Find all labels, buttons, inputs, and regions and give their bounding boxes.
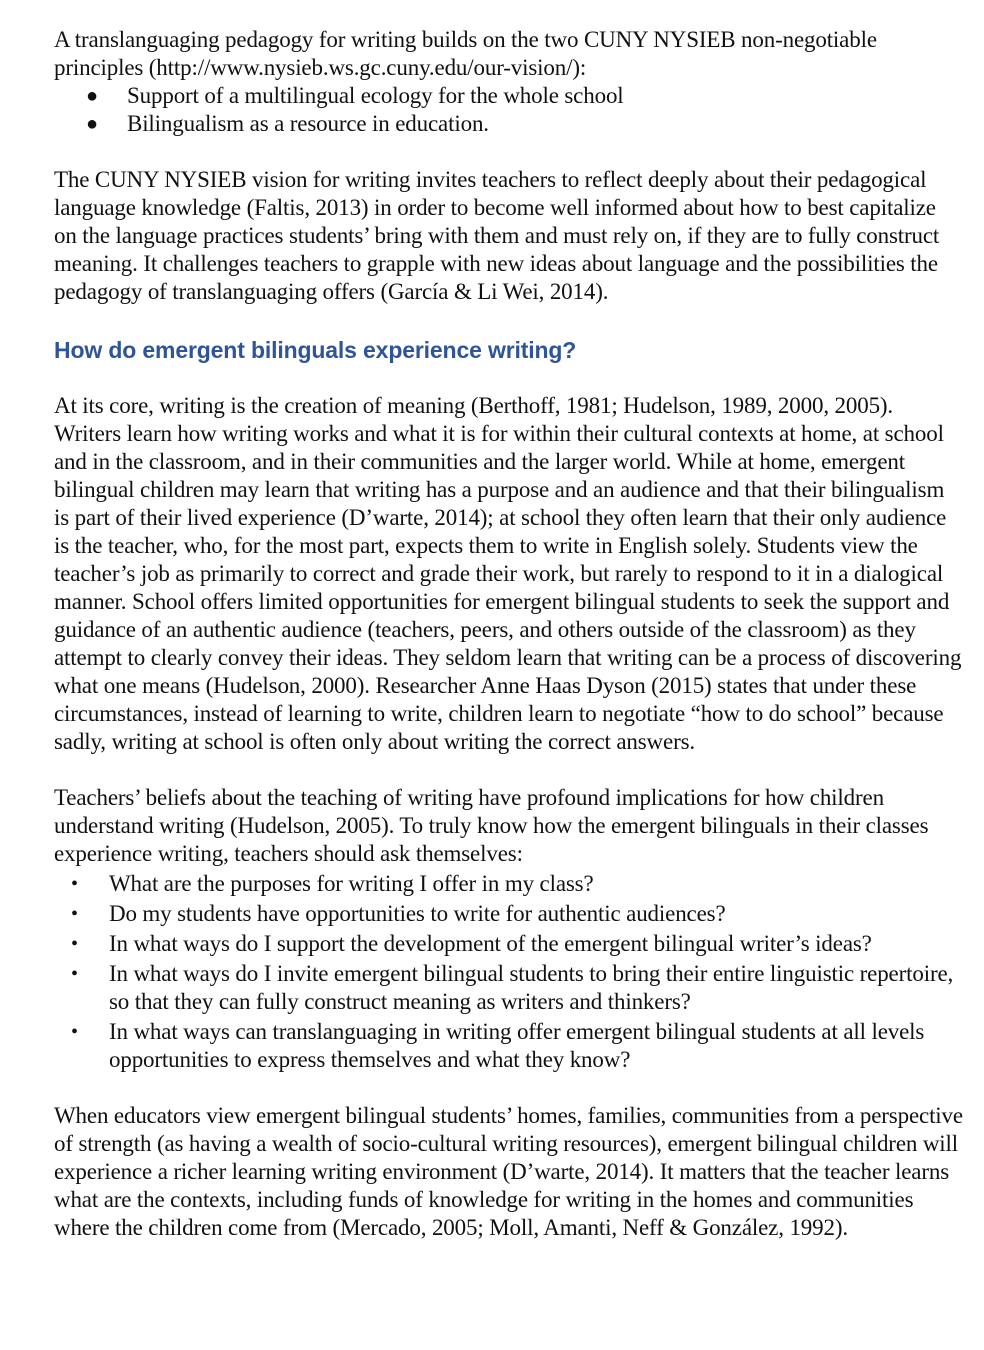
list-item xyxy=(54,1018,964,1074)
question-text: In what ways do I invite emergent bilingual students to bring their entire linguistic repertoire, so that they can fully construct meaning as writers and thinkers? xyxy=(109,961,954,1014)
spacer xyxy=(54,756,964,784)
list-item xyxy=(54,960,964,1016)
section-heading: How do emergent bilinguals experience writing? xyxy=(54,337,577,363)
question-text: In what ways do I support the development of the emergent bilingual writer’s ideas? xyxy=(109,931,872,956)
question-text: Do my students have opportunities to write for authentic audiences? xyxy=(109,901,726,926)
list-item xyxy=(54,900,964,928)
spacer xyxy=(54,306,964,336)
bullet-icon: ● xyxy=(86,113,98,135)
spacer xyxy=(54,138,964,166)
bullet-icon: • xyxy=(71,963,78,985)
spacer xyxy=(54,364,964,392)
list-item xyxy=(54,870,964,898)
intro-paragraph: A translanguaging pedagogy for writing builds on the two CUNY NYSIEB non-negotiable principles (http://www.nysieb.ws.gc.cuny.edu/our-vision/): xyxy=(54,27,877,80)
question-text: In what ways can translanguaging in writing offer emergent bilingual students at all levels opportunities to express themselves and what they know? xyxy=(109,1019,925,1072)
list-item xyxy=(54,930,964,958)
bullet-icon: • xyxy=(71,903,78,925)
document-page xyxy=(54,26,964,1242)
section-paragraph-1: At its core, writing is the creation of meaning (Berthoff, 1981; Hudelson, 1989, 2000, 2005). Writers learn how writing works and what it is for within their cultural contexts at home, at school and in the classroom, and in their communities and the larger world. While at home, emergent bilingual children may learn that writing has a purpose and an audience and that their bilingualism is part of their lived experience (D’warte, 2014); at school they often learn that their only audience is the teacher, who, for the most part, expects them to write in English solely. Students view the teacher’s job as primarily to correct and grade their work, but rarely to respond to it in a dialogical manner. School offers limited opportunities for emergent bilingual students to seek the support and guidance of an authentic audience (teachers, peers, and others outside of the classroom) as they attempt to clearly convey their ideas. They seldom learn that writing can be a process of discovering what one means (Hudelson, 2000). Researcher Anne Haas Dyson (2015) states that under these circumstances, instead of learning to write, children learn to negotiate “how to do school” because sadly, writing at school is often only about writing the correct answers. xyxy=(54,393,962,754)
section-paragraph-3: When educators view emergent bilingual students’ homes, families, communities from a perspective of strength (as having a wealth of socio-cultural writing resources), emergent bilingual children will experience a richer learning writing environment (D’warte, 2014). It matters that the teacher learns what are the contexts, including funds of knowledge for writing in the homes and communities where the children come from (Mercado, 2005; Moll, Amanti, Neff & González, 1992). xyxy=(54,1103,963,1240)
bullet-icon: • xyxy=(71,933,78,955)
bullet-icon: • xyxy=(71,1021,78,1043)
bullet-icon: • xyxy=(71,873,78,895)
bullet-icon: ● xyxy=(86,85,98,107)
list-item xyxy=(54,82,964,110)
question-text: What are the purposes for writing I offer in my class? xyxy=(109,871,594,896)
list-item xyxy=(54,110,964,138)
principles-list xyxy=(54,82,964,138)
questions-list xyxy=(54,870,964,1074)
principle-text: Bilingualism as a resource in education. xyxy=(127,111,489,136)
spacer xyxy=(54,1076,964,1102)
vision-paragraph: The CUNY NYSIEB vision for writing invites teachers to reflect deeply about their pedagogical language knowledge (Faltis, 2013) in order to become well informed about how to best capitalize on the language practices students’ bring with them and must rely on, if they are to fully construct meaning. It challenges teachers to grapple with new ideas about language and the possibilities the pedagogy of translanguaging offers (García & Li Wei, 2014). xyxy=(54,167,940,304)
principle-text: Support of a multilingual ecology for the whole school xyxy=(127,83,624,108)
section-paragraph-2: Teachers’ beliefs about the teaching of writing have profound implications for how children understand writing (Hudelson, 2005). To truly know how the emergent bilinguals in their classes experience writing, teachers should ask themselves: xyxy=(54,785,929,866)
